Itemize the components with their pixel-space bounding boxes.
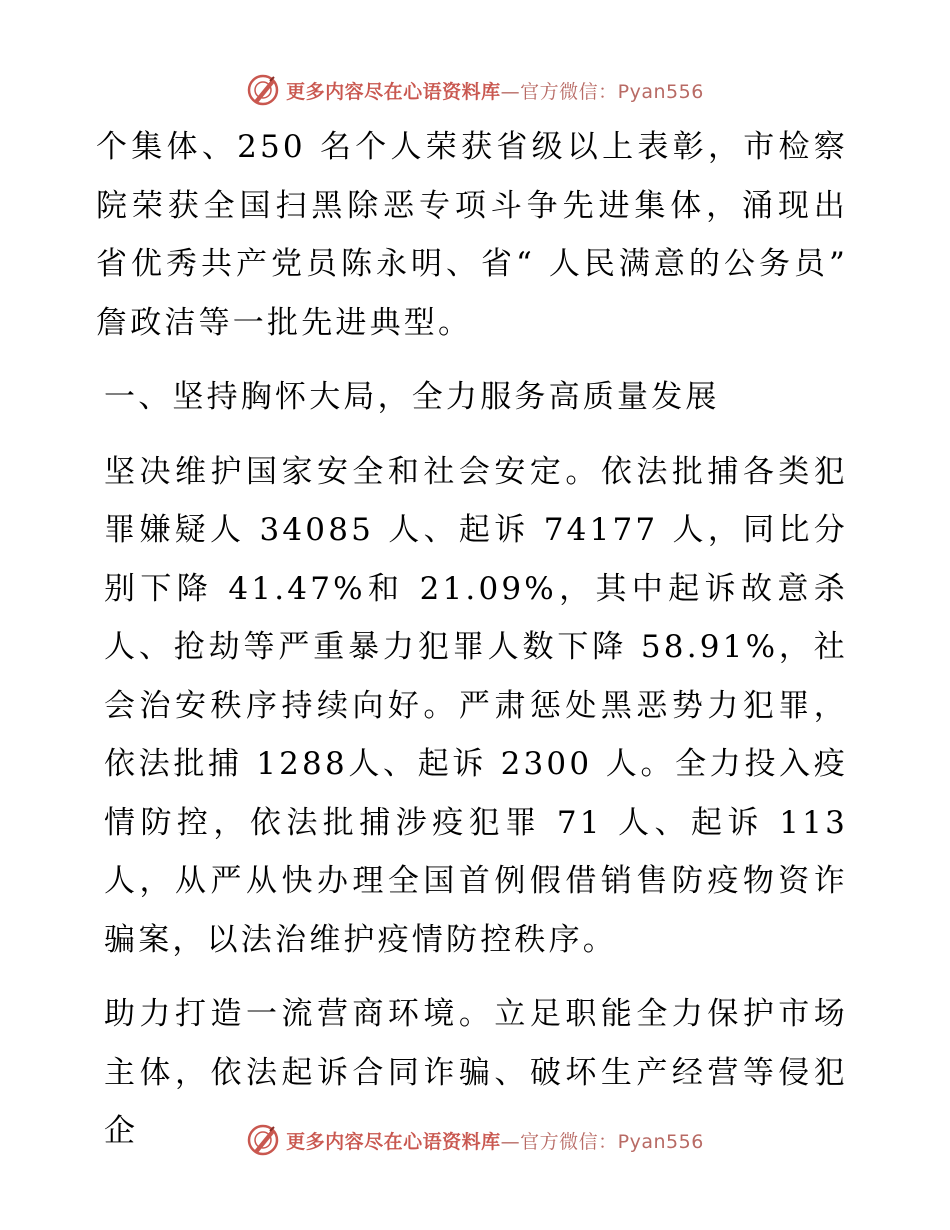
watermark-text xyxy=(286,77,704,104)
watermark-text xyxy=(286,1127,704,1154)
watermark-footer xyxy=(0,1120,950,1160)
watermark-main: 更多内容尽在心语资料库 xyxy=(286,80,501,103)
paragraph-business-environment: 助力打造一流营商环境。立足职能全力保护市场主体，依法起诉合同诈骗、破坏生产经营等侵犯企 xyxy=(104,996,848,1149)
pen-logo-icon xyxy=(246,1123,280,1157)
paragraph-continuation: 个集体、250 名个人荣获省级以上表彰，市检察院荣获全国扫黑除恶专项斗争先进集体，涌现出省优秀共产党员陈永明、省“ 人民满意的公务员” 詹政洁等一批先进典型。 xyxy=(96,129,848,341)
watermark-main: 更多内容尽在心语资料库 xyxy=(286,1130,501,1153)
pen-logo-icon xyxy=(246,73,280,107)
watermark-sub: —官方微信：Pyan556 xyxy=(500,1130,704,1153)
document-body xyxy=(96,118,848,1161)
paragraph-national-security: 坚决维护国家安全和社会安定。依法批捕各类犯罪嫌疑人 34085 人、起诉 74177 人，同比分别下降 41.47%和 21.09%，其中起诉故意杀人、抢劫等严重暴力犯罪人数下降 58.91%，社会治安秩序持续向好。严肃惩处黑恶势力犯罪，依法批捕 1288人、起诉 2300 人。全力投入疫情防控，依法批捕涉疫犯罪 71 人、起诉 113 人，从严从快办理全国首例假借销售防疫物资诈骗案，以法治维护疫情防控秩序。 xyxy=(104,453,848,958)
section-heading: 一、坚持胸怀大局，全力服务高质量发展 xyxy=(104,379,720,415)
watermark-sub: —官方微信：Pyan556 xyxy=(500,80,704,103)
watermark-header xyxy=(0,70,950,110)
